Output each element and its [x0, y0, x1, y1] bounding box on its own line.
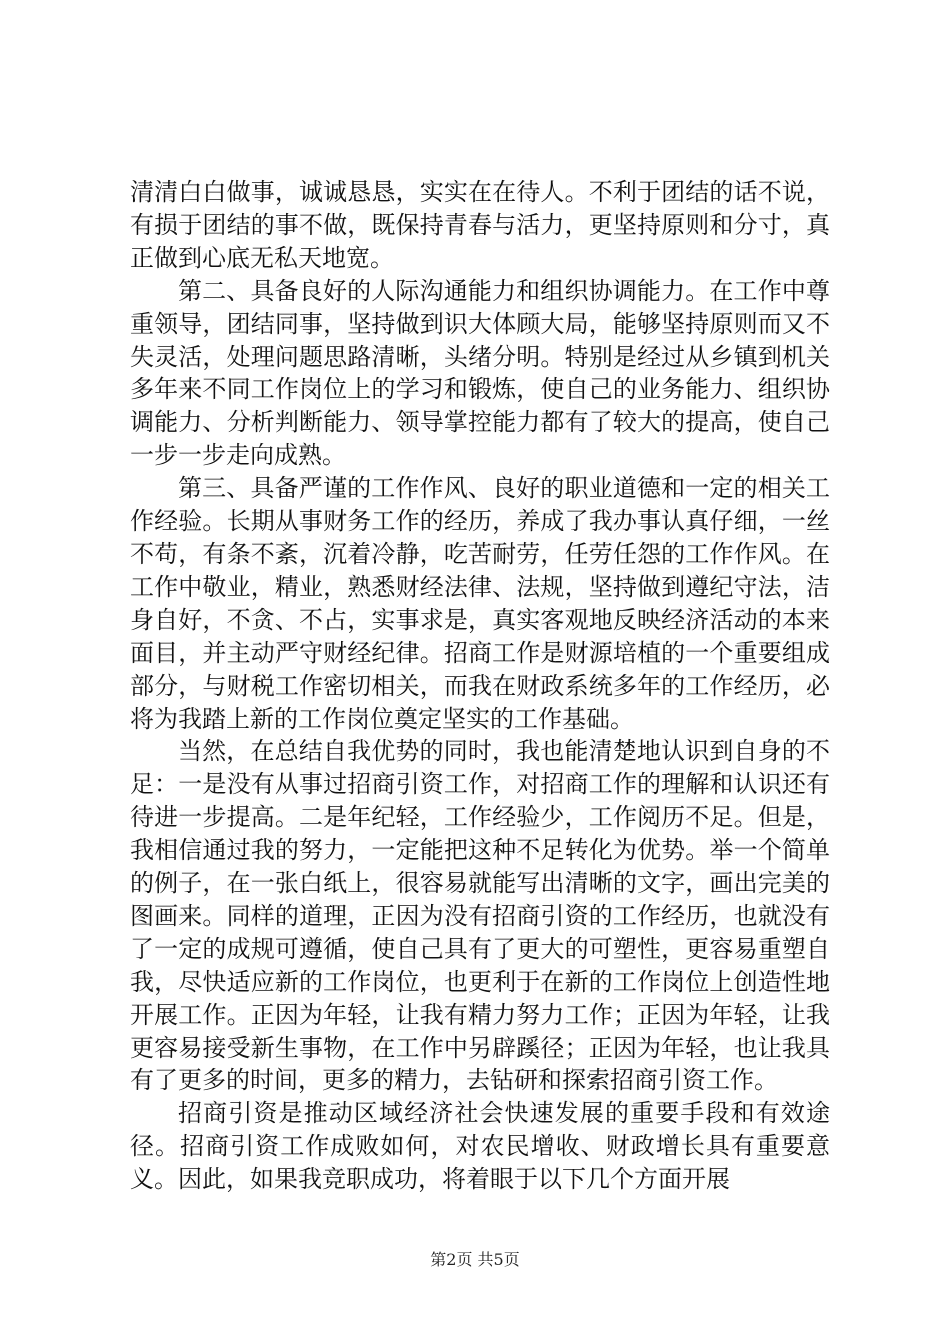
paragraph-2: 第二、具备良好的人际沟通能力和组织协调能力。在工作中尊重领导，团结同事，坚持做到识大体顾大局，能够坚持原则而又不失灵活，处理问题思路清晰，头绪分明。特别是经过从乡镇到机关多年来不同工作岗位上的学习和锻炼，使自己的业务能力、组织协调能力、分析判断能力、领导掌控能力都有了较大的提高，使自己一步一步走向成熟。: [130, 276, 830, 470]
paragraph-5: 招商引资是推动区域经济社会快速发展的重要手段和有效途径。招商引资工作成败如何，对农民增收、财政增长具有重要意义。因此，如果我竞职成功，将着眼于以下几个方面开展: [130, 1099, 830, 1194]
paragraph-1: 清清白白做事，诚诚恳恳，实实在在待人。不利于团结的话不说，有损于团结的事不做，既保持青春与活力，更坚持原则和分寸，真正做到心底无私天地宽。: [130, 178, 830, 272]
paragraph-3: 第三、具备严谨的工作作风、良好的职业道德和一定的相关工作经验。长期从事财务工作的经历，养成了我办事认真仔细，一丝不苟，有条不紊，沉着冷静，吃苦耐劳，任劳任怨的工作作风。在工作中敬业，精业，熟悉财经法律、法规，坚持做到遵纪守法，洁身自好，不贪、不占，实事求是，真实客观地反映经济活动的本来面目，并主动严守财经纪律。招商工作是财源培植的一个重要组成部分，与财税工作密切相关，而我在财政系统多年的工作经历，必将为我踏上新的工作岗位奠定坚实的工作基础。: [130, 474, 830, 733]
paragraph-4: 当然，在总结自我优势的同时，我也能清楚地认识到自身的不足：一是没有从事过招商引资工作，对招商工作的理解和认识还有待进一步提高。二是年纪轻，工作经验少，工作阅历不足。但是，我相信通过我的努力，一定能把这种不足转化为优势。举一个简单的例子，在一张白纸上，很容易就能写出清晰的文字，画出完美的图画来。同样的道理，正因为没有招商引资的工作经历，也就没有了一定的成规可遵循，使自己具有了更大的可塑性，更容易重塑自我，尽快适应新的工作岗位，也更利于在新的工作岗位上创造性地开展工作。正因为年轻，让我有精力努力工作；正因为年轻，让我更容易接受新生事物，在工作中另辟蹊径；正因为年轻，也让我具有了更多的时间，更多的精力，去钻研和探索招商引资工作。: [130, 737, 830, 1095]
document-body: [130, 176, 830, 1196]
page-number-footer: 第2页 共5页: [430, 1250, 520, 1269]
